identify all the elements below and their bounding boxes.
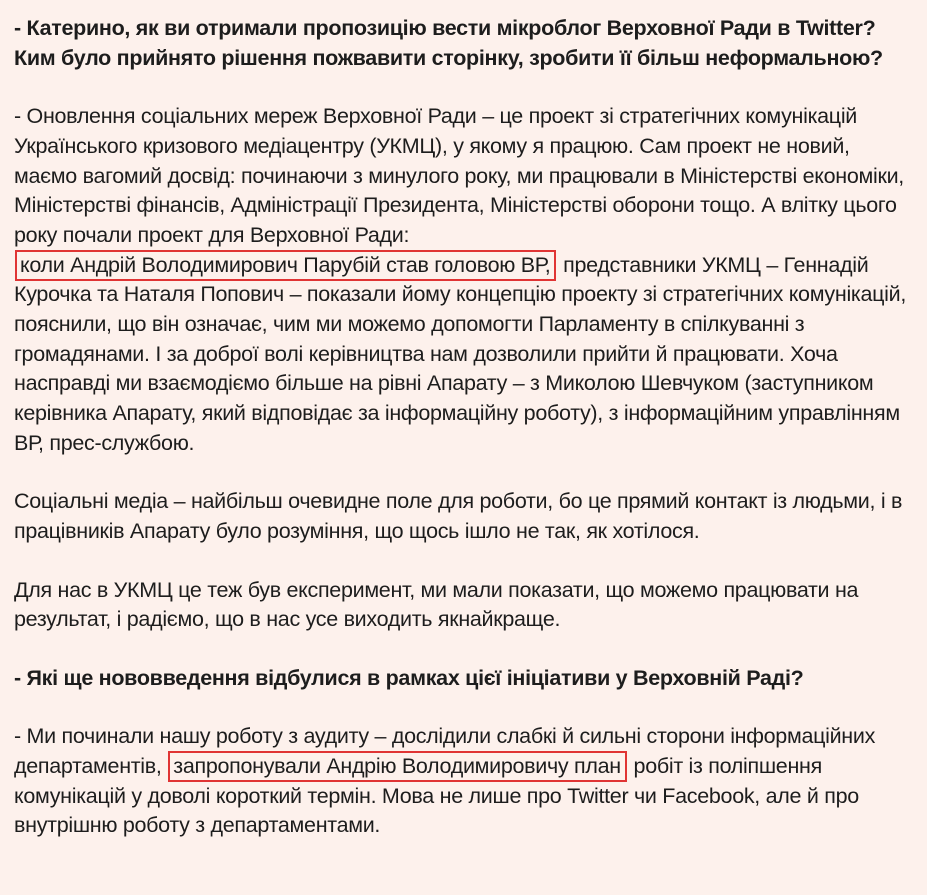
highlight-box-plan-phrase: запропонували Андрію Володимировичу план <box>168 751 627 782</box>
interview-question-1: - Катерино, як ви отримали пропозицію вести мікроблог Верховної Ради в Twitter? Ким було прийнято рішення пожвавити сторінку, зробити її більш неформальною? <box>14 16 883 70</box>
answer-2-text-after-box: робіт із поліпшення комунікацій у доволі короткий термін. Мова не лише про Twitter чи Facebook, але й про внутрішню роботу з департаментами. <box>14 754 859 838</box>
interview-answer-2 <box>14 722 912 841</box>
interview-answer-1-paragraph-2: Соціальні медіа – найбільш очевидне поле для роботи, бо це прямий контакт із людьми, і в працівників Апарату було розуміння, що щось ішло не так, як хотілося. <box>14 489 903 543</box>
answer-2-text-before-box: - Ми починали нашу роботу з аудиту – дослідили слабкі й сильні сторони інформаційних департаментів, <box>14 724 876 779</box>
interview-answer-1-paragraph-3: Для нас в УКМЦ це теж був експеримент, ми мали показати, що можемо працювати на результат, і радіємо, що в нас усе виходить якнайкраще. <box>14 577 859 632</box>
interview-article <box>14 14 912 841</box>
answer-1-text-before-box: - Оновлення соціальних мереж Верховної Ради – це проект зі стратегічних комунікацій Українського кризового медіацентру (УКМЦ), у якому я працюю. Сам проект не новий, маємо вагомий досвід: починаючи з минулого року, ми працювали в Міністерстві економіки, Міністерстві фінансів, Адміністрації Президента, Міністерстві оборони тощо. А влітку цього року почали проект для Верховної Ради: <box>14 104 904 247</box>
interview-question-2: - Які ще нововведення відбулися в рамках цієї ініціативи у Верховній Раді? <box>14 665 804 690</box>
interview-answer-1 <box>14 102 912 458</box>
highlight-box-parubiy-phrase: коли Андрій Володимирович Парубій став головою ВР, <box>15 250 556 281</box>
answer-1-text-after-box: представники УКМЦ – Геннадій Курочка та Наталя Попович – показали йому концепцію проекту зі стратегічних комунікацій, пояснили, що він означає, чим ми можемо допомогти Парламенту в спілкуванні з громадянами. І за доброї волі керівництва нам дозволили прийти й працювати. Хоча насправді ми взаємодіємо більше на рівні Апарату – з Миколою Шевчуком (заступником керівника Апарату, який відповідає за інформаційну роботу), з інформаційним управлінням ВР, прес-службою. <box>14 252 907 455</box>
